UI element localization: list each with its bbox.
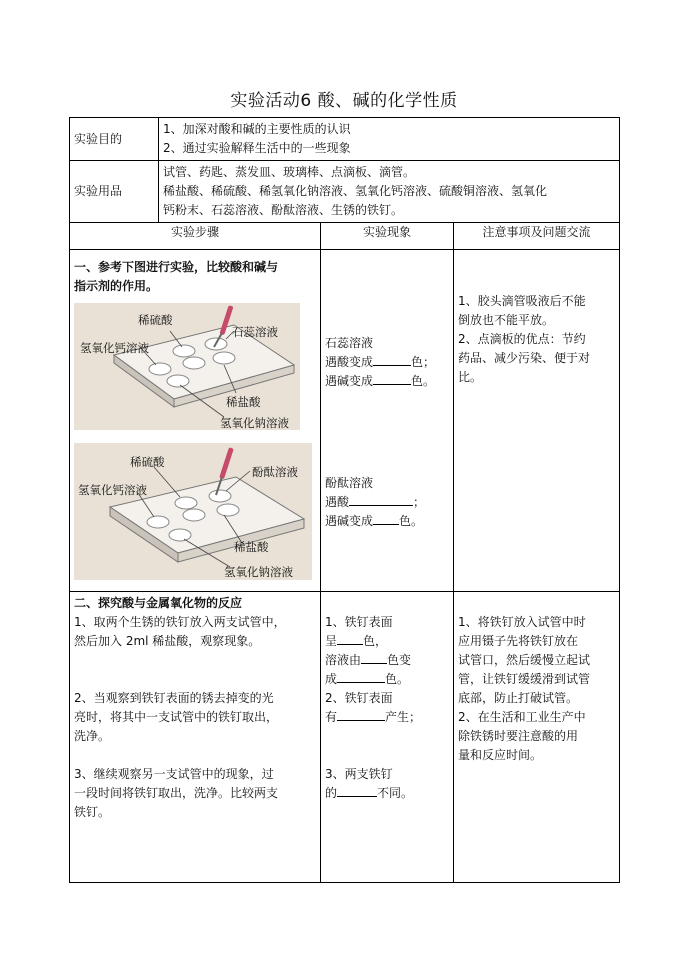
step-line: 1、取两个生锈的铁钉放入两支试管中， [74, 615, 286, 629]
figure-label: 氢氧化钠溶液 [224, 565, 293, 579]
phen-line: 2、铁钉表面 [325, 691, 393, 705]
phen-prefix: 成 [325, 672, 338, 686]
note-line: 药品、减少污染、便于对 [458, 351, 591, 365]
header-notes: 注意事项及问题交流 [454, 223, 620, 250]
note-line: 1、将铁钉放入试管中时 [458, 615, 586, 629]
phen-line [325, 632, 449, 651]
blank [337, 632, 363, 645]
note-line: 试管口，然后缓慢立起试 [458, 653, 591, 667]
blank [349, 493, 413, 506]
note-line: 除铁锈时要注意酸的用 [458, 729, 579, 743]
purpose-item: 2、通过实验解释生活中的一些现象 [163, 141, 351, 155]
section2-row [70, 592, 620, 883]
step-line: 2、当观察到铁钉表面的锈去掉变的光 [74, 691, 274, 705]
phen-suffix: 色。 [385, 672, 410, 686]
purpose-item: 1、加深对酸和碱的主要性质的认识 [163, 122, 351, 136]
step-line: 然后加入 2ml 稀盐酸，观察现象。 [74, 634, 261, 648]
phenol-name: 酚酞溶液 [325, 476, 374, 490]
litmus-acid-prefix: 遇酸变成 [325, 355, 374, 369]
blank [361, 651, 387, 664]
blank [373, 372, 411, 385]
figure-label: 酚酞溶液 [252, 465, 298, 479]
note-line: 量和反应时间。 [458, 748, 543, 762]
phen-line [325, 708, 449, 727]
phen-suffix: 产生； [385, 710, 422, 724]
step-line: 一段时间将铁钉取出，洗净。比较两支 [74, 786, 279, 800]
note-line: 应用镊子先将铁钉放在 [458, 634, 579, 648]
phen-prefix: 溶液由 [325, 653, 362, 667]
phenol-acid [325, 493, 449, 512]
litmus-name: 石蕊溶液 [325, 336, 374, 350]
note-line: 比。 [458, 370, 483, 384]
materials-label: 实验用品 [70, 161, 159, 223]
purpose-label: 实验目的 [70, 118, 159, 161]
figure-label: 稀盐酸 [234, 540, 269, 554]
litmus-base-prefix: 遇碱变成 [325, 374, 374, 388]
phen-line: 3、两支铁钉 [325, 767, 393, 781]
header-phenomena: 实验现象 [321, 223, 454, 250]
phenol-base-prefix: 遇碱变成 [325, 514, 374, 528]
step-line: 洗净。 [74, 729, 111, 743]
header-steps: 实验步骤 [70, 223, 321, 250]
phen-suffix: 色变 [387, 653, 412, 667]
litmus-acid-suffix: 色； [411, 355, 436, 369]
section2-notes [454, 592, 620, 883]
figure-label: 氢氧化钙溶液 [80, 341, 149, 355]
litmus-base [325, 372, 449, 391]
phen-suffix: 不同。 [377, 786, 414, 800]
section1-notes [454, 250, 620, 592]
figure-label: 稀硫酸 [130, 455, 165, 469]
blank [373, 353, 411, 366]
litmus-base-suffix: 色。 [411, 374, 436, 388]
purpose-content [159, 118, 620, 161]
materials-content [159, 161, 620, 223]
phen-line [325, 651, 449, 670]
figure-label: 氢氧化钠溶液 [220, 416, 289, 430]
section1-row [70, 250, 620, 592]
figure-label: 稀盐酸 [226, 395, 261, 409]
materials-line: 钙粉末、石蕊溶液、酚酞溶液、生锈的铁钉。 [163, 203, 404, 217]
phen-prefix: 的 [325, 786, 338, 800]
phen-prefix: 有 [325, 710, 338, 724]
phenol-base-suffix: 色。 [399, 514, 424, 528]
spot-plate-figure-phenolphthalein [74, 443, 312, 580]
note-line: 2、在生活和工业生产中 [458, 710, 586, 724]
blank [337, 784, 377, 797]
note-line: 管，让铁钉缓缓滑到试管 [458, 672, 591, 686]
phenol-base [325, 512, 449, 531]
column-header-row [70, 223, 620, 250]
phen-prefix: 呈 [325, 634, 338, 648]
note-line: 1、胶头滴管吸液后不能 [458, 294, 586, 308]
figure-label: 氢氧化钙溶液 [78, 483, 147, 497]
note-line: 底部，防止打破试管。 [458, 691, 579, 705]
section1-phenomena [321, 250, 454, 592]
phen-line [325, 784, 449, 803]
blank [337, 670, 385, 683]
page-title: 实验活动6 酸、碱的化学性质 [230, 91, 458, 111]
materials-line: 稀盐酸、稀硫酸、稀氢氧化钠溶液、氢氧化钙溶液、硫酸铜溶液、氢氧化 [163, 184, 548, 198]
step-line: 铁钉。 [74, 805, 111, 819]
blank [337, 708, 385, 721]
note-line: 2、点滴板的优点：节约 [458, 332, 586, 346]
step-line: 亮时，将其中一支试管中的铁钉取出， [74, 710, 279, 724]
phen-line: 1、铁钉表面 [325, 615, 393, 629]
section1-steps [70, 250, 321, 592]
figure-label: 石蕊溶液 [232, 325, 278, 339]
spot-plate-figure-litmus [74, 303, 300, 430]
note-line: 倒放也不能平放。 [458, 313, 555, 327]
phen-line [325, 670, 449, 689]
figure-label: 稀硫酸 [138, 313, 173, 327]
experiment-table [69, 117, 620, 883]
blank [373, 512, 399, 525]
section1-heading: 一、参考下图进行实验，比较酸和碱与 [74, 260, 279, 274]
section1-heading: 指示剂的作用。 [74, 279, 159, 293]
purpose-row [70, 118, 620, 161]
phen-suffix: 色， [363, 634, 388, 648]
phenol-acid-suffix: ； [413, 495, 426, 509]
section2-heading: 二、探究酸与金属氧化物的反应 [74, 596, 243, 610]
materials-row [70, 161, 620, 223]
materials-line: 试管、药匙、蒸发皿、玻璃棒、点滴板、滴管。 [163, 165, 416, 179]
section2-steps [70, 592, 321, 883]
section2-phenomena [321, 592, 454, 883]
step-line: 3、继续观察另一支试管中的现象，过 [74, 767, 274, 781]
litmus-acid [325, 353, 449, 372]
phenol-acid-prefix: 遇酸 [325, 495, 350, 509]
